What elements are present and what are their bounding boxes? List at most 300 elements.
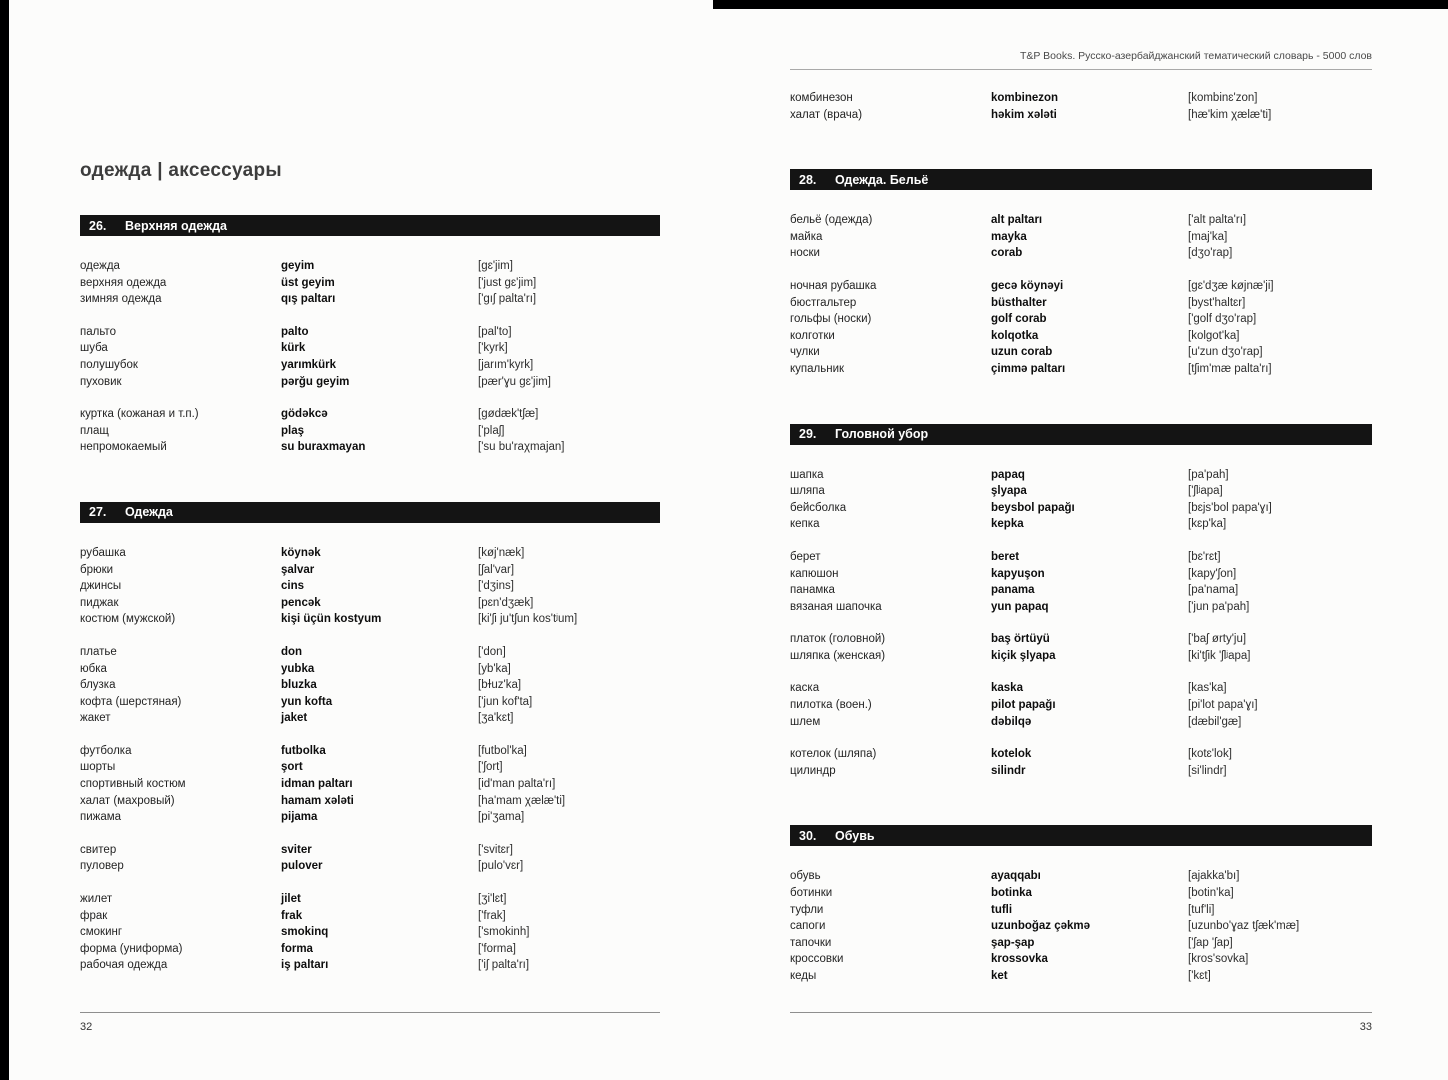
dictionary-entry-row	[790, 229, 1372, 246]
dictionary-entry-row	[80, 595, 660, 612]
dictionary-entry-row	[80, 710, 660, 727]
phonetic-transcription: [dæbil'gæ]	[1188, 715, 1242, 728]
russian-term: спортивный костюм	[80, 778, 186, 791]
azerbaijani-term: qış paltarı	[281, 293, 336, 306]
dictionary-entry-row	[80, 578, 660, 595]
phonetic-transcription: ['don]	[478, 645, 506, 658]
right-page-sections	[790, 169, 1372, 984]
phonetic-transcription: [id'man palta'rı]	[478, 778, 556, 791]
azerbaijani-term: forma	[281, 942, 313, 955]
russian-term: кеды	[790, 970, 817, 982]
dictionary-entry-row	[790, 344, 1372, 361]
phonetic-transcription: [pal'to]	[478, 325, 512, 338]
dictionary-entry-row	[80, 545, 660, 562]
dictionary-entry-row	[790, 107, 1372, 124]
russian-term: жакет	[80, 712, 111, 725]
russian-term: пальто	[80, 325, 116, 338]
azerbaijani-term: mayka	[991, 230, 1027, 243]
russian-term: котелок (шляпа)	[790, 748, 877, 761]
russian-term: бельё (одежда)	[790, 214, 873, 227]
dictionary-entry-row	[790, 549, 1372, 566]
dictionary-entry-row	[790, 245, 1372, 262]
russian-term: капюшон	[790, 567, 839, 580]
phonetic-transcription: [kros'sovka]	[1188, 953, 1249, 966]
russian-term: футболка	[80, 744, 132, 757]
russian-term: чулки	[790, 346, 820, 359]
section-header-bar	[80, 502, 660, 523]
dictionary-entry-row	[80, 759, 660, 776]
phonetic-transcription: [pi'ʒama]	[478, 811, 525, 824]
phonetic-transcription: ['iʃ palta'rı]	[478, 959, 530, 972]
dictionary-entry-row	[790, 328, 1372, 345]
azerbaijani-term: botinka	[991, 887, 1032, 900]
azerbaijani-term: frak	[281, 909, 303, 922]
dictionary-entry-row	[790, 714, 1372, 731]
dictionary-entry-row	[790, 467, 1372, 484]
phonetic-transcription: [kapy'ʃon]	[1188, 567, 1237, 580]
entry-group	[790, 212, 1372, 262]
dictionary-entry-row	[80, 374, 660, 391]
russian-term: кроссовки	[790, 953, 844, 966]
azerbaijani-term: kişi üçün kostyum	[281, 613, 382, 626]
russian-term: полушубок	[80, 358, 138, 371]
dictionary-entry-row	[790, 566, 1372, 583]
phonetic-transcription: [ha'mam χælæ'ti]	[478, 794, 566, 807]
azerbaijani-term: yubka	[281, 662, 315, 675]
dictionary-entry-row	[790, 951, 1372, 968]
dictionary-entry-row	[790, 361, 1372, 378]
azerbaijani-term: geyim	[281, 260, 315, 272]
dictionary-entry-row	[790, 90, 1372, 107]
dictionary-entry-row	[80, 611, 660, 628]
entry-group	[80, 743, 660, 826]
azerbaijani-term: silindr	[991, 764, 1026, 777]
phonetic-transcription: [pa'nama]	[1188, 584, 1239, 597]
entry-group	[80, 644, 660, 727]
azerbaijani-term: papaq	[991, 468, 1025, 481]
dictionary-entry-row	[80, 842, 660, 859]
dictionary-entry-row	[80, 858, 660, 875]
phonetic-transcription: [yb'ka]	[478, 662, 511, 675]
russian-term: шлем	[790, 715, 821, 728]
entry-group	[80, 406, 660, 456]
entry-group	[790, 549, 1372, 615]
phonetic-transcription: [bɫuz'ka]	[478, 679, 522, 692]
azerbaijani-term: futbolka	[281, 744, 326, 757]
dictionary-entry-row	[790, 311, 1372, 328]
phonetic-transcription: [kolgot'ka]	[1188, 329, 1240, 342]
dictionary-entry-row	[790, 763, 1372, 780]
phonetic-transcription: [tʃim'mæ palta'rı]	[1188, 362, 1272, 375]
entry-group	[80, 842, 660, 875]
entry-group	[790, 680, 1372, 730]
russian-term: шорты	[80, 761, 116, 774]
section-number: 29.	[799, 427, 817, 442]
dictionary-entry-row	[790, 295, 1372, 312]
azerbaijani-term: pərğu geyim	[281, 375, 350, 388]
azerbaijani-term: smokinq	[281, 926, 329, 939]
azerbaijani-term: şort	[281, 761, 303, 774]
azerbaijani-term: yun kofta	[281, 695, 333, 708]
russian-term: жилет	[80, 893, 113, 906]
azerbaijani-term: hamam xələti	[281, 794, 354, 807]
russian-term: цилиндр	[790, 764, 836, 777]
dictionary-entry-row	[790, 968, 1372, 985]
azerbaijani-term: palto	[281, 325, 309, 338]
phonetic-transcription: [kas'ka]	[1188, 682, 1227, 695]
phonetic-transcription: [ki'ʃi ju'tʃun kos'tʲum]	[478, 613, 578, 626]
russian-term: кофта (шерстяная)	[80, 695, 182, 708]
section-header-bar	[790, 169, 1372, 190]
page-number-left: 32	[80, 1021, 93, 1033]
russian-term: плащ	[80, 424, 109, 437]
dictionary-entry-row	[790, 680, 1372, 697]
azerbaijani-term: yarımkürk	[281, 358, 336, 371]
section-title: Верхняя одежда	[125, 218, 227, 233]
russian-term: шляпка (женская)	[790, 649, 886, 662]
azerbaijani-term: həkim xələti	[991, 108, 1057, 121]
section-header-bar	[80, 215, 660, 236]
azerbaijani-term: ayaqqabı	[991, 870, 1041, 883]
scan-edge-left	[0, 0, 9, 1080]
azerbaijani-term: kombinezon	[991, 92, 1059, 104]
top-entries	[790, 90, 1372, 123]
section-body	[80, 258, 660, 456]
entry-group	[790, 467, 1372, 533]
russian-term: шапка	[790, 468, 824, 481]
azerbaijani-term: jilet	[281, 893, 301, 906]
entry-group	[80, 891, 660, 974]
phonetic-transcription: [kotɛ'lok]	[1188, 748, 1232, 761]
russian-term: ночная рубашка	[790, 279, 877, 292]
russian-term: панамка	[790, 584, 835, 597]
azerbaijani-term: köynək	[281, 546, 321, 559]
phonetic-transcription: [pær'ɣu gɛ'jim]	[478, 375, 551, 388]
dictionary-entry-row	[80, 891, 660, 908]
azerbaijani-term: plaş	[281, 424, 305, 437]
phonetic-transcription: [gɛ'jim]	[478, 260, 513, 272]
dictionary-entry-row	[80, 677, 660, 694]
phonetic-transcription: [ʃal'var]	[478, 563, 515, 576]
dictionary-entry-row	[80, 562, 660, 579]
russian-term: гольфы (носки)	[790, 313, 872, 326]
footer-rule-left	[80, 1012, 660, 1013]
russian-term: бейсболка	[790, 501, 847, 514]
azerbaijani-term: uzun corab	[991, 346, 1053, 359]
azerbaijani-term: iş paltarı	[281, 959, 329, 972]
dictionary-entry-row	[80, 423, 660, 440]
russian-term: куртка (кожаная и т.п.)	[80, 408, 199, 421]
russian-term: форма (униформа)	[80, 942, 183, 955]
phonetic-transcription: ['forma]	[478, 942, 516, 955]
section-number: 28.	[799, 172, 817, 187]
russian-term: пилотка (воен.)	[790, 699, 872, 712]
russian-term: халат (врача)	[790, 108, 863, 121]
russian-term: майка	[790, 230, 823, 243]
azerbaijani-term: dəbilqə	[991, 715, 1032, 728]
section-body	[790, 868, 1372, 984]
phonetic-transcription: [futbol'ka]	[478, 744, 527, 757]
azerbaijani-term: bluzka	[281, 679, 317, 692]
russian-term: свитер	[80, 843, 117, 856]
phonetic-transcription: ['golf dʒo'rap]	[1188, 313, 1257, 326]
russian-term: обувь	[790, 870, 821, 883]
russian-term: блузка	[80, 679, 116, 692]
azerbaijani-term: ket	[991, 970, 1008, 982]
russian-term: каска	[790, 682, 820, 695]
phonetic-transcription: ['baʃ ørty'ju]	[1188, 633, 1247, 646]
dictionary-entry-row	[790, 935, 1372, 952]
russian-term: туфли	[790, 903, 824, 916]
phonetic-transcription: [bɛjs'bol papa'ɣı]	[1188, 501, 1272, 514]
dictionary-entry-row	[80, 809, 660, 826]
phonetic-transcription: [gɛ'dʒæ køjnæ'ji]	[1188, 279, 1274, 292]
russian-term: носки	[790, 247, 820, 260]
phonetic-transcription: [u'zun dʒo'rap]	[1188, 346, 1263, 359]
azerbaijani-term: beret	[991, 550, 1020, 563]
entry-group	[790, 746, 1372, 779]
russian-term: берет	[790, 550, 821, 563]
phonetic-transcription: ['just gɛ'jim]	[478, 276, 537, 289]
phonetic-transcription: [pɛn'dʒæk]	[478, 596, 534, 609]
dictionary-entry-row	[80, 357, 660, 374]
azerbaijani-term: sviter	[281, 843, 312, 856]
section-body	[80, 545, 660, 974]
russian-term: рабочая одежда	[80, 959, 168, 972]
azerbaijani-term: kürk	[281, 342, 306, 355]
dictionary-entry-row	[790, 918, 1372, 935]
left-page	[80, 0, 660, 1080]
dictionary-entry-row	[790, 483, 1372, 500]
dictionary-entry-row	[80, 924, 660, 941]
phonetic-transcription: [uzunbo'ɣaz tʃæk'mæ]	[1188, 920, 1300, 933]
phonetic-transcription: ['ʃlʲapa]	[1188, 485, 1223, 498]
phonetic-transcription: ['kɛt]	[1188, 970, 1211, 982]
dictionary-entry-row	[80, 275, 660, 292]
russian-term: рубашка	[80, 546, 126, 559]
phonetic-transcription: [pi'lot papa'ɣı]	[1188, 699, 1258, 712]
azerbaijani-term: baş örtüyü	[991, 633, 1050, 646]
phonetic-transcription: ['dʒins]	[478, 580, 514, 593]
footer-rule-right	[790, 1012, 1372, 1013]
azerbaijani-term: pijama	[281, 811, 318, 824]
azerbaijani-term: uzunboğaz çəkmə	[991, 920, 1091, 933]
phonetic-transcription: [ajakka'bı]	[1188, 870, 1240, 883]
section-header-bar	[790, 825, 1372, 846]
azerbaijani-term: don	[281, 645, 303, 658]
left-page-sections	[80, 215, 660, 974]
azerbaijani-term: cins	[281, 580, 305, 593]
azerbaijani-term: panama	[991, 584, 1035, 597]
section-header-bar	[790, 424, 1372, 445]
phonetic-transcription: ['ʃort]	[478, 761, 503, 774]
phonetic-transcription: ['su bu'raχmajan]	[478, 441, 565, 454]
russian-term: смокинг	[80, 926, 123, 939]
section-title: Одежда	[125, 505, 173, 520]
phonetic-transcription: ['gıʃ palta'rı]	[478, 293, 537, 306]
phonetic-transcription: [dʒo'rap]	[1188, 247, 1233, 260]
azerbaijani-term: çimmə paltarı	[991, 362, 1066, 375]
azerbaijani-term: su buraxmayan	[281, 441, 366, 454]
phonetic-transcription: ['jun pa'pah]	[1188, 600, 1250, 613]
russian-term: вязаная шапочка	[790, 600, 882, 613]
dictionary-entry-row	[80, 957, 660, 974]
phonetic-transcription: [byst'haltɛr]	[1188, 296, 1246, 309]
russian-term: костюм (мужской)	[80, 613, 176, 626]
azerbaijani-term: şalvar	[281, 563, 315, 576]
phonetic-transcription: ['alt palta'rı]	[1188, 214, 1247, 227]
dictionary-entry-row	[790, 648, 1372, 665]
azerbaijani-term: kiçik şlyapa	[991, 649, 1056, 662]
phonetic-transcription: [køj'næk]	[478, 546, 525, 559]
azerbaijani-term: gecə köynəyi	[991, 279, 1064, 292]
dictionary-entry-row	[790, 599, 1372, 616]
azerbaijani-term: pulover	[281, 860, 323, 873]
azerbaijani-term: pencək	[281, 596, 321, 609]
azerbaijani-term: kolqotka	[991, 329, 1039, 342]
russian-term: бюстгальтер	[790, 296, 857, 309]
russian-term: пуловер	[80, 860, 124, 873]
azerbaijani-term: corab	[991, 247, 1023, 260]
azerbaijani-term: büsthalter	[991, 296, 1047, 309]
russian-term: непромокаемый	[80, 441, 167, 454]
dictionary-entry-row	[80, 776, 660, 793]
azerbaijani-term: şlyapa	[991, 485, 1027, 498]
phonetic-transcription: ['ʃap 'ʃap]	[1188, 936, 1233, 949]
dictionary-entry-row	[80, 743, 660, 760]
dictionary-entry-row	[80, 439, 660, 456]
section-number: 26.	[89, 218, 107, 233]
dictionary-entry-row	[80, 340, 660, 357]
russian-term: тапочки	[790, 936, 832, 949]
chapter-title: одежда | аксессуары	[80, 160, 282, 181]
entry-group	[80, 545, 660, 628]
dictionary-entry-row	[80, 908, 660, 925]
section-number: 30.	[799, 828, 817, 843]
dictionary-entry-row	[80, 258, 660, 275]
russian-term: юбка	[80, 662, 107, 675]
dictionary-entry-row	[80, 291, 660, 308]
dictionary-entry-row	[790, 516, 1372, 533]
entry-group	[790, 278, 1372, 378]
section-body	[790, 467, 1372, 780]
phonetic-transcription: [si'lindr]	[1188, 764, 1227, 777]
azerbaijani-term: kepka	[991, 518, 1024, 531]
phonetic-transcription: [gødæk'tʃæ]	[478, 408, 539, 421]
section-title: Головной убор	[835, 427, 929, 442]
phonetic-transcription: [pa'pah]	[1188, 468, 1229, 481]
azerbaijani-term: kapyuşon	[991, 567, 1045, 580]
russian-term: верхняя одежда	[80, 276, 167, 289]
phonetic-transcription: [kombinɛ'zon]	[1188, 92, 1258, 104]
azerbaijani-term: şap-şap	[991, 936, 1035, 949]
russian-term: пуховик	[80, 375, 122, 388]
section-title: Одежда. Бельё	[835, 172, 929, 187]
azerbaijani-term: golf corab	[991, 313, 1047, 326]
phonetic-transcription: [pulo'vɛr]	[478, 860, 524, 873]
azerbaijani-term: kotelok	[991, 748, 1032, 761]
russian-term: пиджак	[80, 596, 119, 609]
phonetic-transcription: ['plaʃ]	[478, 424, 505, 437]
azerbaijani-term: krossovka	[991, 953, 1048, 966]
phonetic-transcription: [jarım'kyrk]	[478, 358, 534, 371]
phonetic-transcription: [ʒi'lɛt]	[478, 893, 507, 906]
section-body	[790, 212, 1372, 377]
dictionary-entry-row	[790, 902, 1372, 919]
azerbaijani-term: yun papaq	[991, 600, 1049, 613]
azerbaijani-term: tufli	[991, 903, 1013, 916]
russian-term: зимняя одежда	[80, 293, 162, 306]
phonetic-transcription: [maj'ka]	[1188, 230, 1228, 243]
azerbaijani-term: gödəkcə	[281, 408, 328, 421]
russian-term: платок (головной)	[790, 633, 886, 646]
dictionary-entry-row	[790, 697, 1372, 714]
dictionary-entry-row	[80, 941, 660, 958]
section-title: Обувь	[835, 828, 875, 843]
dictionary-entry-row	[80, 324, 660, 341]
russian-term: сапоги	[790, 920, 826, 933]
phonetic-transcription: [tuf'li]	[1188, 903, 1215, 916]
section-number: 27.	[89, 505, 107, 520]
azerbaijani-term: idman paltarı	[281, 778, 353, 791]
phonetic-transcription: ['svitɛr]	[478, 843, 513, 856]
azerbaijani-term: jaket	[281, 712, 308, 725]
russian-term: одежда	[80, 260, 120, 272]
phonetic-transcription: ['frak]	[478, 909, 506, 922]
phonetic-transcription: ['jun kof'ta]	[478, 695, 533, 708]
russian-term: фрак	[80, 909, 108, 922]
phonetic-transcription: [ʒa'kɛt]	[478, 712, 514, 725]
page-number-right: 33	[1359, 1021, 1372, 1033]
russian-term: комбинезон	[790, 92, 853, 104]
dictionary-entry-row	[790, 631, 1372, 648]
dictionary-entry-row	[790, 212, 1372, 229]
running-header: T&P Books. Русско-азербайджанский тематический словарь - 5000 слов	[790, 50, 1372, 70]
phonetic-transcription: ['kyrk]	[478, 342, 508, 355]
dictionary-entry-row	[80, 406, 660, 423]
phonetic-transcription: [ki'tʃik 'ʃlʲapa]	[1188, 649, 1251, 662]
right-page	[790, 0, 1372, 1080]
phonetic-transcription: [kɛp'ka]	[1188, 518, 1227, 531]
russian-term: платье	[80, 645, 117, 658]
entry-group	[80, 324, 660, 390]
dictionary-entry-row	[790, 868, 1372, 885]
russian-term: шуба	[80, 342, 108, 355]
russian-term: ботинки	[790, 887, 833, 900]
russian-term: халат (махровый)	[80, 794, 175, 807]
russian-term: купальник	[790, 362, 845, 375]
dictionary-entry-row	[80, 661, 660, 678]
russian-term: колготки	[790, 329, 835, 342]
azerbaijani-term: pilot papağı	[991, 699, 1056, 712]
dictionary-entry-row	[790, 278, 1372, 295]
azerbaijani-term: kaska	[991, 682, 1023, 695]
dictionary-entry-row	[790, 500, 1372, 517]
russian-term: кепка	[790, 518, 820, 531]
azerbaijani-term: beysbol papağı	[991, 501, 1075, 514]
entry-group	[790, 868, 1372, 984]
phonetic-transcription: [bɛ'rɛt]	[1188, 550, 1221, 563]
phonetic-transcription: ['smokinh]	[478, 926, 530, 939]
dictionary-entry-row	[790, 885, 1372, 902]
russian-term: шляпа	[790, 485, 825, 498]
russian-term: пижама	[80, 811, 122, 824]
dictionary-entry-row	[80, 694, 660, 711]
dictionary-entry-row	[80, 793, 660, 810]
azerbaijani-term: üst geyim	[281, 276, 335, 289]
dictionary-entry-row	[80, 644, 660, 661]
dictionary-entry-row	[790, 746, 1372, 763]
